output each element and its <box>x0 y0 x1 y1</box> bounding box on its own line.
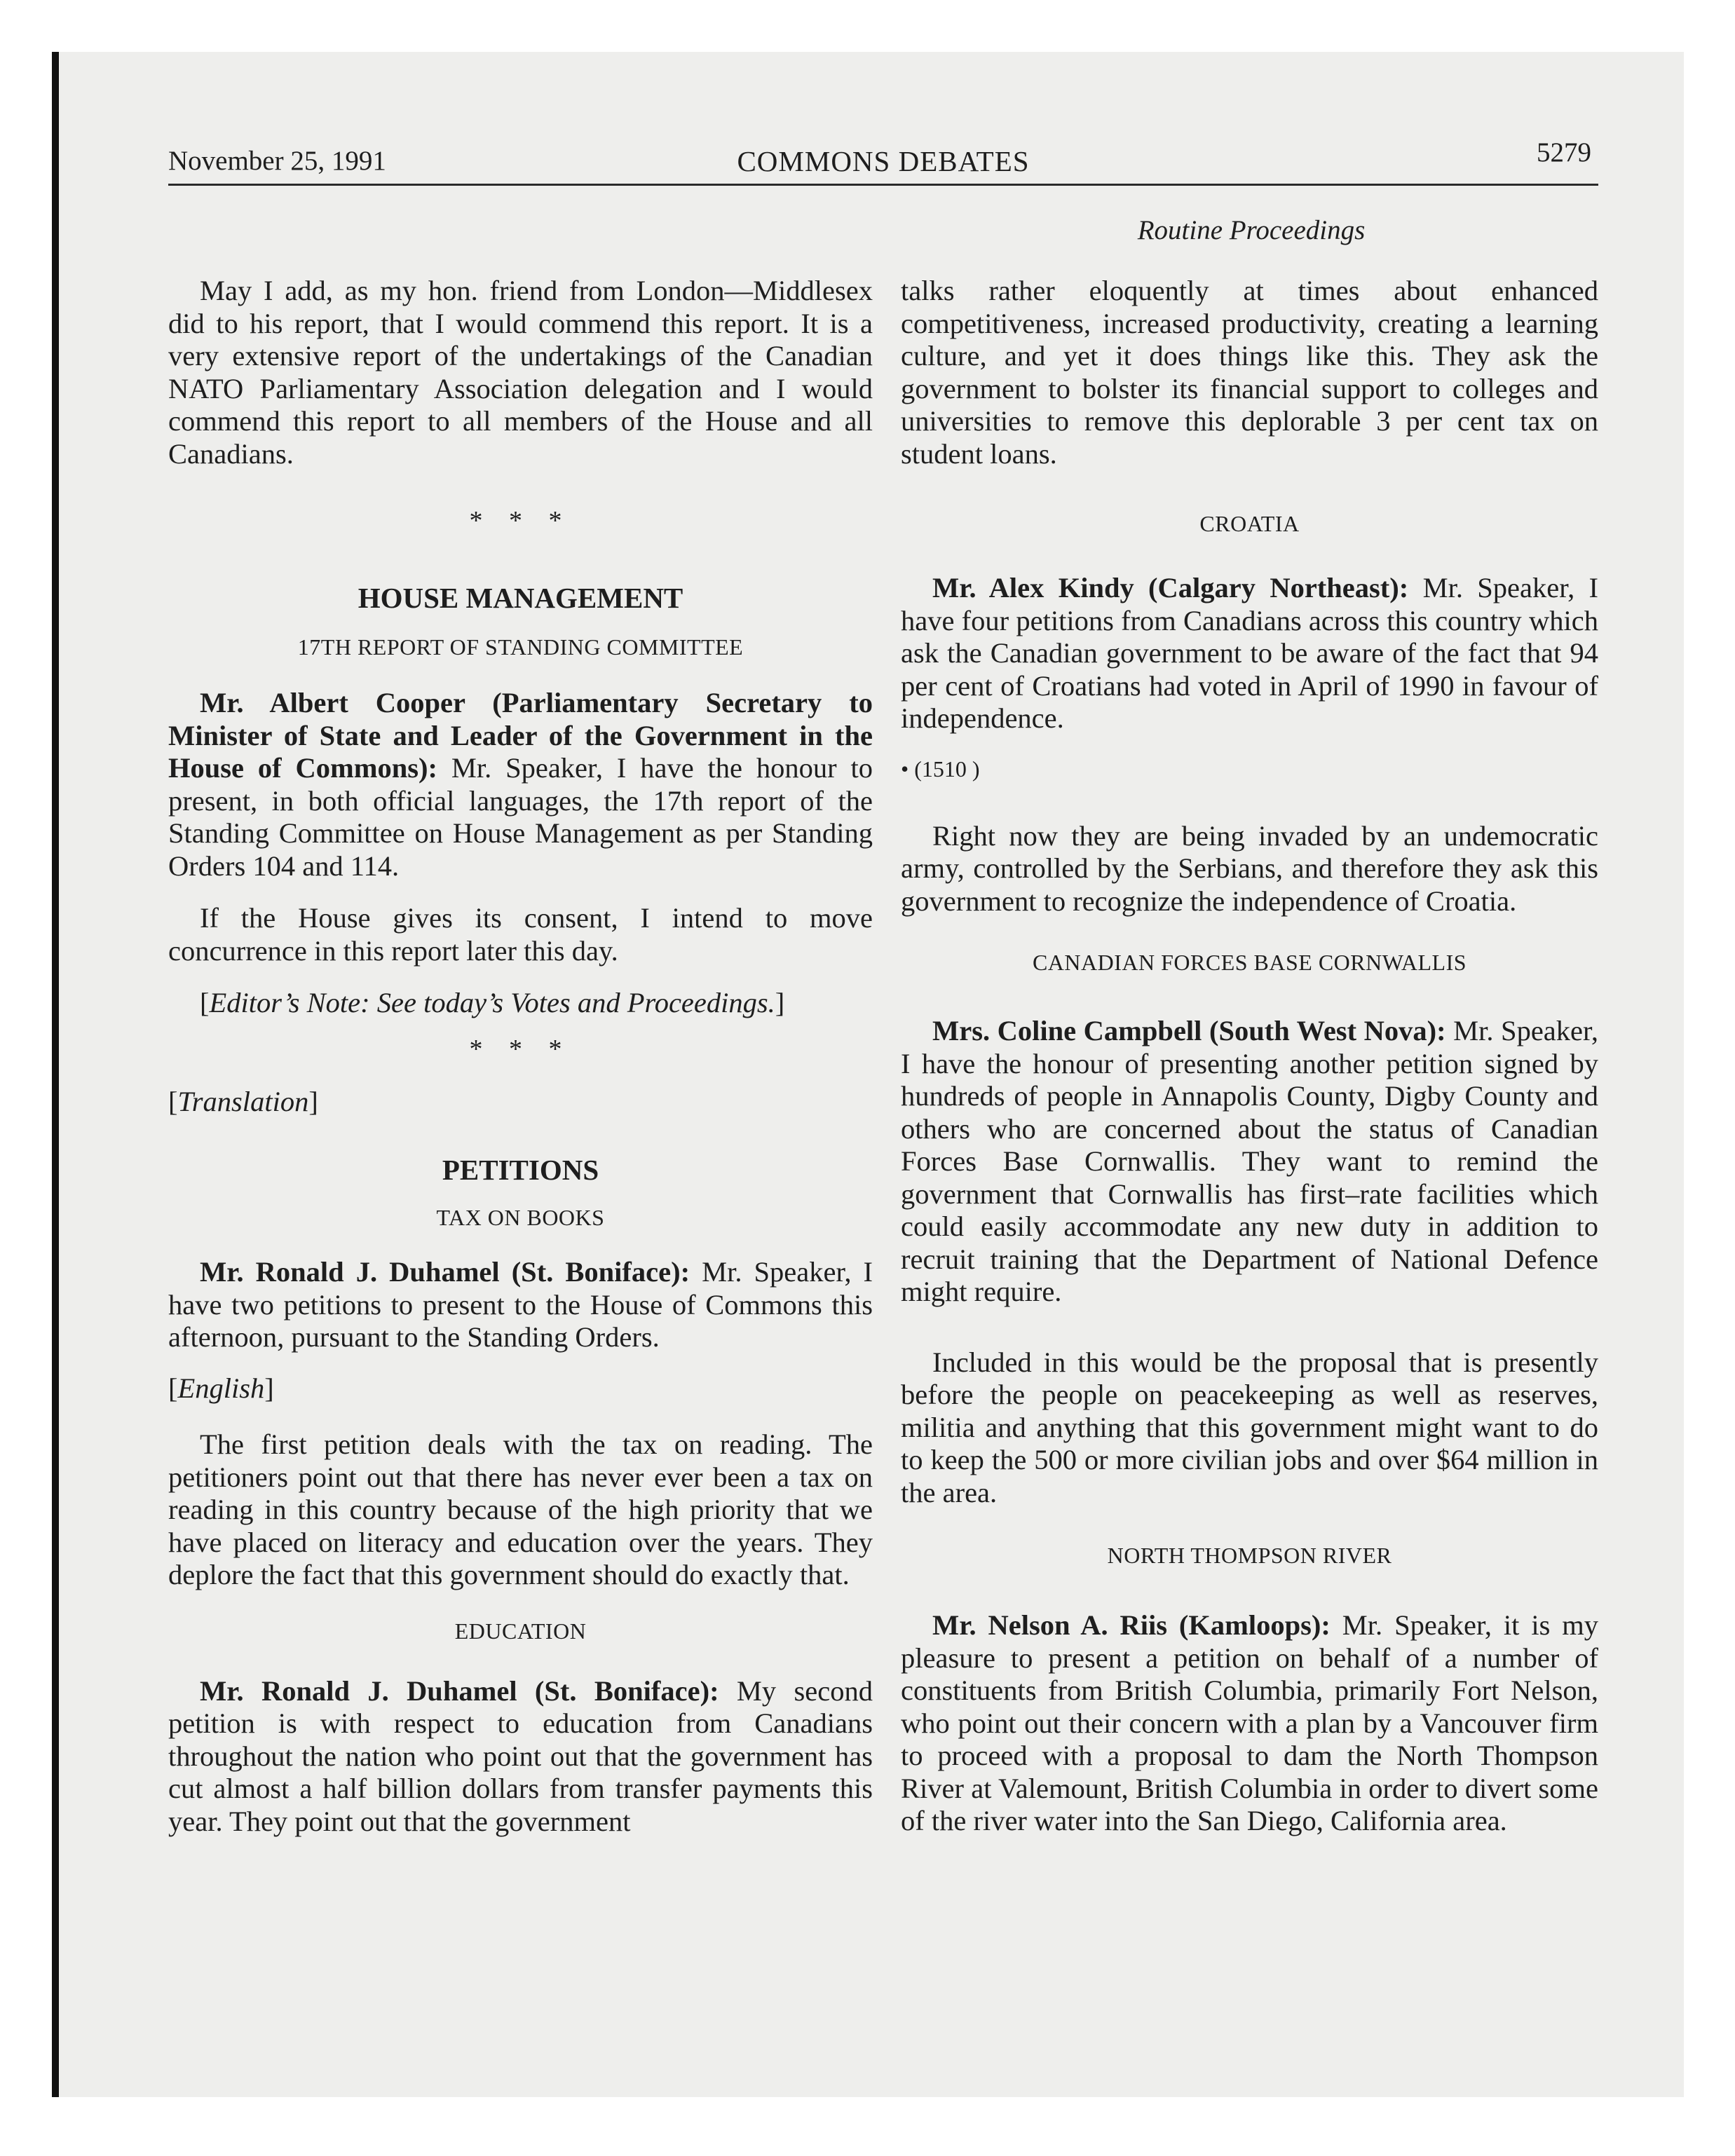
section-subtitle: CANADIAN FORCES BASE CORNWALLIS <box>1032 950 1467 975</box>
speech-text: Mr. Speaker, I have four petitions from Canadians across this country which ask the Canadian government to be aware of the fact that 94 per cent of Croatians had voted in April of 1990 in favour of independence. <box>901 572 1598 734</box>
bracket-open: [ <box>200 987 210 1018</box>
speech-paragraph <box>901 1609 1598 1838</box>
scan-edge <box>52 52 59 2097</box>
speech-text: Mr. Speaker, I have the honour of presenting another petition signed by hundreds of people in Annapolis County, Digby County and others who are concerned about the status of Canadian Forces Base Cornwallis. They want to remind the government that Cornwallis has first–rate facilities which could easily accommodate any new duty in addition to recruit training that the Department of National Defence might require. <box>901 1015 1598 1307</box>
language-note <box>168 1086 873 1119</box>
running-head: Routine Proceedings <box>1137 215 1366 245</box>
speech-paragraph <box>901 572 1598 735</box>
speech-paragraph <box>168 1675 873 1838</box>
section-subtitle: NORTH THOMPSON RIVER <box>1107 1543 1392 1568</box>
speech-text: Mr. Speaker, I have the honour to present, in both official languages, the 17th report of the Standing Committee on House Management as per Standing Orders 104 and 114. <box>168 752 873 882</box>
right-column <box>901 275 1598 1838</box>
separator: * * * <box>469 1034 572 1064</box>
paragraph: Right now they are being invaded by an undemocratic army, controlled by the Serbians, and therefore they ask this government to recognize the independence of Croatia. <box>901 819 1598 917</box>
speech-text: My second petition is with respect to education from Canadians throughout the nation who point out that the government has cut almost a half billion dollars from transfer payments this year. They point out that the government <box>168 1674 873 1837</box>
speaker-name: Mr. Nelson A. Riis (Kamloops): <box>932 1609 1331 1641</box>
header-title: COMMONS DEBATES <box>737 145 1030 177</box>
language-note-text: Translation <box>177 1085 309 1117</box>
paragraph: Included in this would be the proposal that is presently before the people on peacekeeping as well as reserves, militia and anything that this government might want to do to keep the 500 or more civilian jobs and over $64 million in the area. <box>901 1346 1598 1508</box>
paragraph: talks rather eloquently at times about enhanced competitiveness, increased productivity, creating a learning culture, and yet it does things like this. They ask the government to bolster its financial support to colleges and universities to remove this deplorable 3 per cent tax on student loans. <box>901 275 1598 470</box>
section-title: PETITIONS <box>442 1154 599 1186</box>
speech-text: Mr. Speaker, I have two petitions to present to the House of Commons this afternoon, pursuant to the Standing Orders. <box>168 1256 873 1353</box>
paragraph: The first petition deals with the tax on reading. The petitioners point out that there has never ever been a tax on reading in this country because of the high priority that we have placed on literacy and education over the years. They deplore the fact that this government should do exactly that. <box>168 1428 873 1590</box>
bracket-open: [ <box>168 1372 178 1404</box>
section-subtitle: TAX ON BOOKS <box>436 1205 605 1230</box>
paragraph: If the House gives its consent, I intend to move concurrence in this report later this day. <box>168 902 873 967</box>
speaker-name: Mr. Ronald J. Duhamel (St. Boniface): <box>200 1256 690 1288</box>
speech-paragraph <box>901 1015 1598 1309</box>
left-column <box>168 275 873 1838</box>
header-date: November 25, 1991 <box>168 146 386 176</box>
speech-text: Mr. Speaker, it is my pleasure to present a petition on behalf of a number of constituents from British Columbia, primarily Fort Nelson, who point out their concern with a plan by a Vancouver firm to proceed with a proposal to dam the North Thompson River at Valemount, British Columbia in order to divert some of the river water into the San Diego, California area. <box>901 1609 1598 1836</box>
speaker-name: Mrs. Coline Campbell (South West Nova): <box>932 1015 1446 1046</box>
section-subtitle: EDUCATION <box>454 1618 587 1644</box>
timestamp: • (1510 ) <box>901 756 980 782</box>
page-header <box>168 139 1598 186</box>
separator: * * * <box>469 506 572 535</box>
paragraph: May I add, as my hon. friend from London—Middlesex did to his report, that I would commend this report. It is a very extensive report of the undertakings of the Canadian NATO Parliamentary Association delegation and I would commend this report to all members of the House and all Canadians. <box>168 275 873 470</box>
bracket-close: ] <box>308 1085 318 1117</box>
language-note <box>168 1372 873 1405</box>
section-subtitle: 17TH REPORT OF STANDING COMMITTEE <box>297 634 744 660</box>
section-title: HOUSE MANAGEMENT <box>358 582 683 614</box>
bracket-close: ] <box>264 1372 274 1404</box>
speech-paragraph <box>168 687 873 882</box>
header-page-number: 5279 <box>1537 137 1591 168</box>
bracket-close: ] <box>775 987 785 1018</box>
speaker-name: Mr. Ronald J. Duhamel (St. Boniface): <box>200 1674 719 1707</box>
editor-note <box>168 987 873 1020</box>
bracket-open: [ <box>168 1085 178 1117</box>
language-note-text: English <box>177 1372 265 1404</box>
section-subtitle: CROATIA <box>1199 511 1300 536</box>
speech-paragraph <box>168 1256 873 1354</box>
speaker-name: Mr. Albert Cooper (Parliamentary Secretary to Minister of State and Leader of the Government in the House of Commons): <box>168 687 873 784</box>
speaker-name: Mr. Alex Kindy (Calgary Northeast): <box>932 572 1409 603</box>
editor-note-text: Editor’s Note: See today’s Votes and Proceedings. <box>209 987 775 1018</box>
